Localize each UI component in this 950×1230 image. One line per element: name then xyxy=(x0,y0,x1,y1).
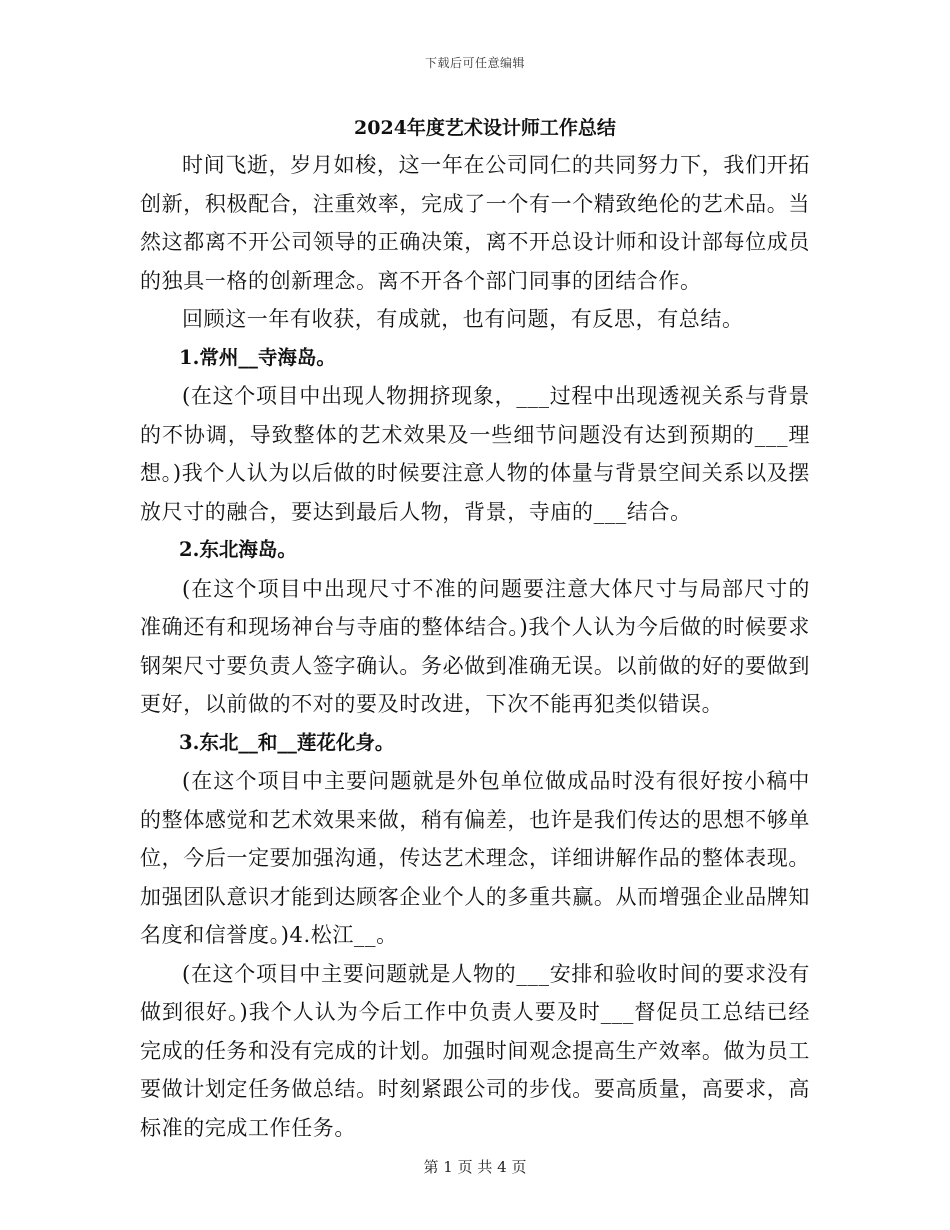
section-body-1: (在这个项目中出现人物拥挤现象，___过程中出现透视关系与背景的不协调，导致整体的艺术效果及一些细节问题没有达到预期的___理想。)我个人认为以后做的时候要注意人物的体量与背景空间关系以及摆放尺寸的融合，要达到最后人物，背景，寺庙的___结合。 xyxy=(140,384,810,524)
section-body-2: (在这个项目中出现尺寸不准的问题要注意大体尺寸与局部尺寸的准确还有和现场神台与寺庙的整体结合。)我个人认为今后做的时候要求钢架尺寸要负责人签字确认。务必做到准确无误。以前做的好的要做到更好，以前做的不对的要及时改进，下次不能再犯类似错误。 xyxy=(140,576,810,716)
header-note: 下载后可任意编辑 xyxy=(424,56,525,70)
section-heading-2: 2.东北海岛。 xyxy=(179,538,297,561)
closing-paragraph: (在这个项目中主要问题就是人物的___安排和验收时间的要求没有做到很好。)我个人认为今后工作中负责人要及时___督促员工总结已经完成的任务和没有完成的计划。加强时间观念提高生产效率。做为员工要做计划定任务做总结。时刻紧跟公司的步伐。要高质量，高要求，高标准的完成工作任务。 xyxy=(140,961,810,1140)
document-title: 2024年度艺术设计师工作总结 xyxy=(354,117,616,139)
section-body-3: (在这个项目中主要问题就是外包单位做成品时没有很好按小稿中的整体感觉和艺术效果来做，稍有偏差，也许是我们传达的思想不够单位，今后一定要加强沟通，传达艺术理念，详细讲解作品的整体表现。加强团队意识才能到达顾客企业个人的多重共赢。从而增强企业品牌知名度和信誉度。)4.松江__。 xyxy=(140,769,810,947)
section-heading-1: 1.常州__寺海岛。 xyxy=(179,345,336,369)
page-footer: 第 1 页 共 4 页 xyxy=(423,1158,527,1176)
intro-paragraph: 时间飞逝，岁月如梭，这一年在公司同仁的共同努力下，我们开拓创新，积极配合，注重效率，完成了一个有一个精致绝伦的艺术品。当然这都离不开公司领导的正确决策，离不开总设计师和设计部每位成员的独具一格的创新理念。离不开各个部门同事的团结合作。 xyxy=(140,153,810,293)
document-body xyxy=(140,112,810,1147)
review-paragraph: 回顾这一年有收获，有成就，也有问题，有反思，有总结。 xyxy=(182,307,744,331)
section-heading-3: 3.东北__和__莲花化身。 xyxy=(179,730,395,754)
